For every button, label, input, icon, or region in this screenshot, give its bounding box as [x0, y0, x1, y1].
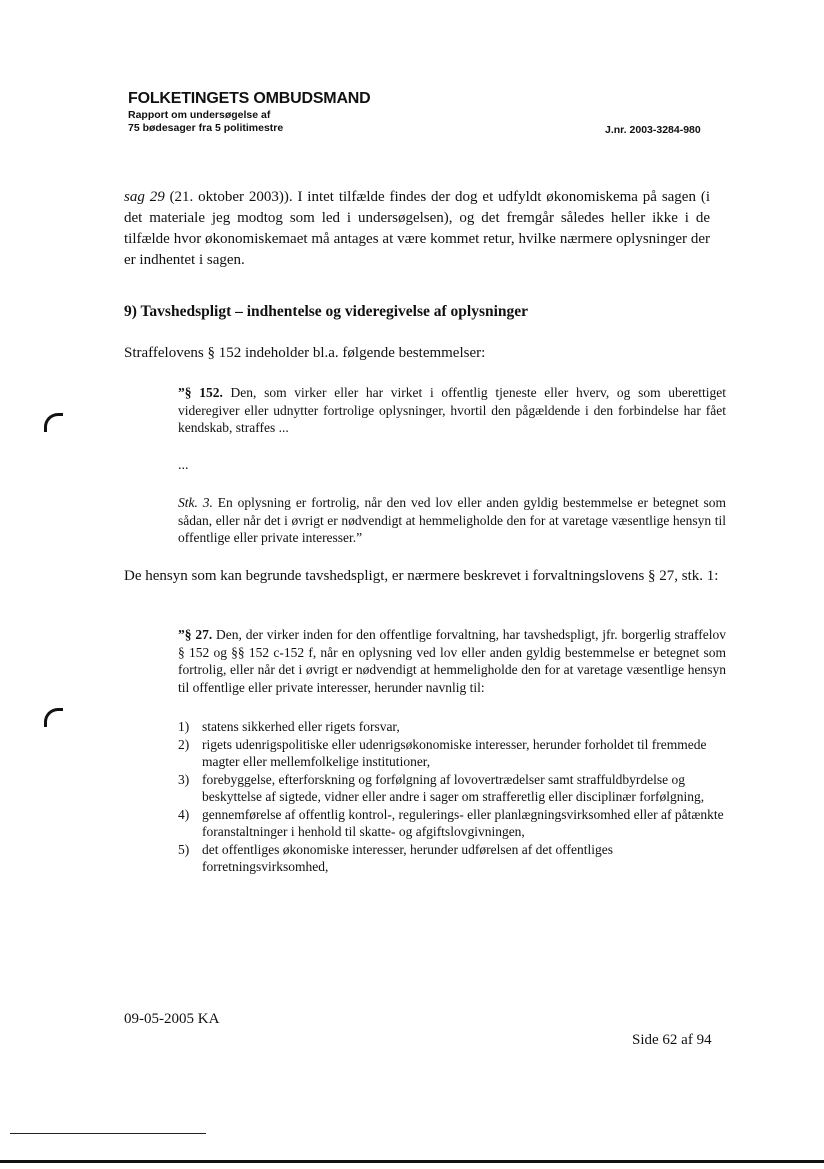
list-item	[178, 736, 726, 771]
list-text: rigets udenrigspolitiske eller udenrigsøkonomiske interesser, herunder forholdet til fremmede magter eller mellemfolkelige institutioner,	[202, 736, 707, 769]
footer-rule-short	[10, 1133, 206, 1134]
section-heading: 9) Tavshedspligt – indhentelse og videregivelse af oplysninger	[124, 303, 529, 320]
paragraph-text: (21. oktober 2003)). I intet tilfælde findes der dog et udfyldt økonomiskema på sagen (i det materiale jeg modtog som led i undersøgelsen), og det fremgår således heller ikke i de tilfælde hvor økonomiskemaet må antages at være kommet retur, hvilke nærmere oplysninger der er indhentet i sagen.	[124, 189, 710, 268]
quote-text: Den, der virker inden for den offentlige forvaltning, har tavshedspligt, jfr. borgerlig straffelov § 152 og §§ 152 c-152 f, når en oplysning ved lov eller anden gyldig bestemmelse er betegnet som fortrolig, eller når det i øvrigt er nødvendigt at hemmeligholde den for at varetage væsentlige hensyn til offentlige eller private interesser, herunder navnlig til:	[178, 627, 727, 695]
header-subtitle-2: 75 bødesager fra 5 politimestre	[128, 122, 284, 134]
quote-text: En oplysning er fortrolig, når den ved lov eller anden gyldig bestemmelse er betegnet som sådan, eller når det i øvrigt er nødvendigt at hemmeligholde den for at varetage væsentlige hensyn til offentlige eller private interesser.”	[178, 495, 726, 545]
list-text: gennemførelse af offentlig kontrol-, regulerings- eller planlægningsvirksomhed eller af påtænkte foranstaltninger i henhold til skatte- og afgiftslovgivningen,	[202, 806, 724, 839]
quote-lead: Stk. 3.	[178, 495, 213, 510]
quote-ellipsis: ...	[178, 458, 189, 473]
list-number: 1)	[178, 719, 190, 734]
quote-lead: ”§ 152.	[178, 385, 223, 400]
interest-list	[178, 718, 726, 876]
footer-date: 09-05-2005 KA	[124, 1011, 220, 1027]
quote-section-152	[178, 384, 726, 437]
list-number: 5)	[178, 841, 190, 857]
list-item	[178, 841, 726, 876]
list-number: 2)	[178, 736, 190, 752]
body-paragraph-1	[124, 187, 710, 271]
case-reference: sag 29	[124, 189, 165, 205]
quote-section-27	[178, 626, 726, 696]
margin-mark	[44, 708, 63, 727]
quote-lead: ”§ 27.	[178, 627, 213, 642]
list-item	[178, 806, 726, 841]
list-number: 3)	[178, 771, 190, 787]
list-number: 4)	[178, 806, 190, 822]
footer-page-number: Side 62 af 94	[632, 1032, 712, 1048]
quote-stk-3	[178, 494, 726, 547]
header-organization: FOLKETINGETS OMBUDSMAND	[128, 90, 371, 107]
list-text: statens sikkerhed eller rigets forsvar,	[202, 719, 400, 734]
intro-straffeloven: Straffelovens § 152 indeholder bl.a. følgende bestemmelser:	[124, 345, 486, 361]
margin-mark	[44, 413, 63, 432]
list-text: det offentliges økonomiske interesser, herunder udførelsen af det offentliges forretningsvirksomhed,	[202, 841, 613, 874]
footer-rule-long	[0, 1160, 824, 1163]
header-subtitle-1: Rapport om undersøgelse af	[128, 109, 271, 121]
quote-text: Den, som virker eller har virket i offentlig tjeneste eller hverv, og som uberettiget videregiver eller udnytter fortrolige oplysninger, hvortil den pågældende i den forbindelse har fået kendskab, straffes ...	[178, 385, 727, 435]
header-journal-number: J.nr. 2003-3284-980	[605, 124, 701, 136]
list-item	[178, 771, 726, 806]
list-text: forebyggelse, efterforskning og forfølgning af lovovertrædelser samt straffuldbyrdelse og beskyttelse af sigtede, vidner eller andre i sager om strafferetlig eller disciplinær forfølgning,	[202, 771, 705, 804]
list-item	[178, 718, 726, 736]
intro-forvaltningsloven: De hensyn som kan begrunde tavshedspligt, er nærmere beskrevet i forvaltningslovens § 27, stk. 1:	[124, 568, 719, 584]
